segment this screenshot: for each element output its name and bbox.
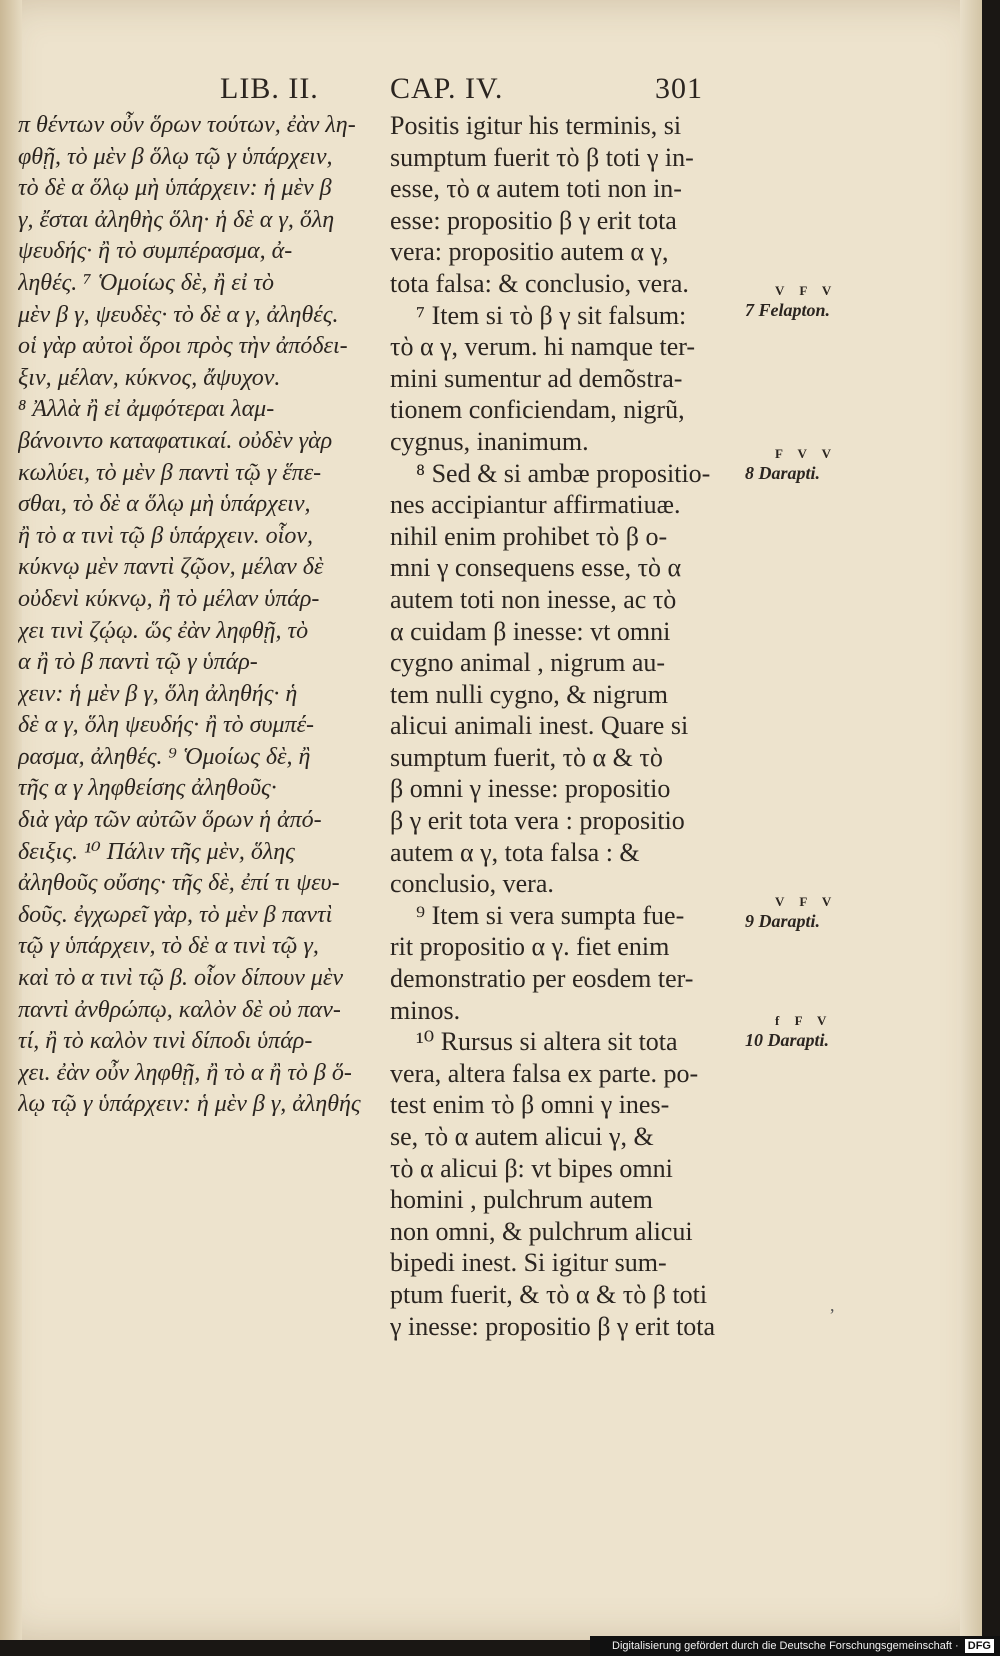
latin-text-line: Positis igitur his terminis, si	[390, 111, 682, 140]
latin-text-line: non omni, & pulchrum alicui	[390, 1216, 693, 1246]
latin-text-line: cygno animal , nigrum au-	[390, 648, 666, 678]
greek-text-line: διὰ γὰρ τῶν αὐτῶν ὅρων ἡ ἀπό-	[18, 807, 322, 834]
greek-text-line: ρασμα, ἀληθές. ⁹ Ὁμοίως δὲ, ἢ	[18, 743, 311, 770]
latin-text-line: demonstratio per eosdem ter-	[390, 964, 694, 994]
page-number: 301	[655, 72, 703, 105]
ink-speck: ,	[830, 1295, 835, 1315]
truth-value-mark: V F V	[775, 894, 838, 909]
greek-text-line: σθαι, τὸ δὲ α ὅλῳ μὴ ὑπάρχειν,	[18, 491, 311, 518]
latin-text-line: β γ erit tota vera : propositio	[390, 806, 685, 836]
latin-text-line: nes accipiantur affirmatiuæ.	[390, 490, 681, 520]
dfg-logo: DFG	[965, 1639, 994, 1653]
latin-text-line: bipedi inest. Si igitur sum-	[390, 1248, 667, 1278]
latin-text-line: autem toti non inesse, ac τὸ	[390, 584, 677, 614]
syllogism-name: 9 Darapti.	[745, 911, 821, 931]
book-label: LIB. II.	[220, 72, 319, 105]
latin-text-line: autem α γ, tota falsa : &	[390, 837, 640, 867]
truth-value-mark: f F V	[775, 1013, 833, 1028]
truth-value-mark: F V V	[775, 446, 838, 461]
latin-text-line: γ inesse: propositio β γ erit tota	[390, 1311, 716, 1341]
footer-text: Digitalisierung gefördert durch die Deutsche Forschungsgemeinschaft ·	[612, 1640, 959, 1652]
latin-text-line: mni γ consequens esse, τὸ α	[390, 553, 682, 583]
margin-note-darapti-8	[745, 445, 837, 484]
greek-text-line: ⁸ Ἀλλὰ ἢ εἰ ἀμφότεραι λαμ-	[18, 396, 275, 423]
greek-text-line: τί, ἢ τὸ καλὸν τινὶ δίποδι ὑπάρ-	[18, 1028, 313, 1055]
digitization-footer	[590, 1636, 1000, 1656]
greek-text-line: ληθές. ⁷ Ὁμοίως δὲ, ἢ εἰ τὸ	[18, 269, 274, 296]
latin-text-line: β omni γ inesse: propositio	[390, 774, 671, 804]
greek-text-line: α ἢ τὸ β παντὶ τῷ γ ὑπάρ-	[18, 649, 258, 676]
greek-text-line: οὐδενὶ κύκνῳ, ἢ τὸ μέλαν ὑπάρ-	[18, 585, 320, 612]
greek-text-line: π θέντων οὖν ὅρων τούτων, ἐὰν λη-	[18, 112, 356, 138]
latin-text-line: esse, τὸ α autem toti non in-	[390, 174, 682, 204]
latin-text-line: sumptum fuerit τὸ β toti γ in-	[390, 142, 694, 172]
greek-text-line: κωλύει, τὸ μὲν β παντὶ τῷ γ ἕπε-	[18, 459, 322, 486]
latin-text-line: se, τὸ α autem alicui γ, &	[390, 1122, 654, 1151]
greek-text-line: λῳ τῷ γ ὑπάρχειν: ἡ μὲν β γ, ἀληθής	[18, 1091, 361, 1118]
page-edge	[960, 0, 982, 1640]
greek-text-line: κύκνῳ μὲν παντὶ ζῷον, μέλαν δὲ	[18, 554, 324, 581]
greek-text-line: καὶ τὸ α τινὶ τῷ β. οἷον δίπουν μὲν	[18, 965, 344, 992]
greek-text-column	[18, 110, 378, 1121]
latin-text-line: α cuidam β inesse: vt omni	[390, 616, 671, 646]
latin-text-line: cygnus, inanimum.	[390, 426, 589, 456]
truth-value-mark: V F V	[775, 283, 838, 298]
latin-text-line: vera: propositio autem α γ,	[390, 237, 669, 267]
greek-text-line: ψευδής· ἢ τὸ συμπέρασμα, ἀ-	[18, 238, 293, 265]
latin-text-line: minos.	[390, 995, 461, 1025]
latin-text-line: mini sumentur ad demõstra-	[390, 363, 683, 393]
latin-text-line: ¹⁰ Rursus si altera sit tota	[416, 1027, 678, 1057]
latin-text-line: alicui animali inest. Quare si	[390, 711, 689, 741]
greek-text-line: χει. ἐὰν οὖν ληφθῇ, ἢ τὸ α ἢ τὸ β ὅ-	[18, 1059, 352, 1086]
greek-text-line: οἱ γὰρ αὐτοὶ ὅροι πρὸς τὴν ἀπόδει-	[18, 333, 348, 360]
latin-text-line: nihil enim prohibet τὸ β o-	[390, 521, 668, 551]
latin-text-line: tionem conficiendam, nigrũ,	[390, 395, 685, 425]
latin-text-line: homini , pulchrum autem	[390, 1185, 653, 1215]
greek-text-line: γ, ἔσται ἀληθὴς ὅλη· ἡ δὲ α γ, ὅλη	[18, 206, 335, 233]
greek-text-line: βάνοιντο καταφατικαί. οὐδὲν γὰρ	[18, 427, 333, 454]
latin-text-line: rit propositio α γ. fiet enim	[390, 932, 670, 962]
latin-text-line: test enim τὸ β omni γ ines-	[390, 1090, 670, 1120]
chapter-label: CAP. IV.	[390, 72, 504, 105]
margin-note-felapton	[745, 282, 837, 321]
greek-text-line: τὸ δὲ α ὅλῳ μὴ ὑπάρχειν: ἡ μὲν β	[18, 175, 332, 202]
latin-text-line: τὸ α γ, verum. hi namque ter-	[390, 332, 696, 362]
greek-text-line: ἀληθοῦς οὔσης· τῆς δὲ, ἐπί τι ψευ-	[18, 870, 340, 897]
latin-text-line: ⁹ Item si vera sumpta fue-	[416, 900, 685, 930]
greek-text-line: μὲν β γ, ψευδὲς· τὸ δὲ α γ, ἀληθές.	[18, 301, 339, 328]
latin-text-line: tem nulli cygno, & nigrum	[390, 679, 669, 709]
syllogism-name: 7 Felapton.	[745, 300, 831, 320]
greek-text-line: χει τινὶ ζῴῳ. ὥς ἐὰν ληφθῇ, τὸ	[18, 617, 309, 644]
syllogism-name: 10 Darapti.	[745, 1030, 830, 1050]
latin-text-line: tota falsa: & conclusio, vera.	[390, 268, 689, 298]
latin-text-line: ⁷ Item si τὸ β γ sit falsum:	[416, 300, 687, 330]
latin-text-line: vera, altera falsa ex parte. po-	[390, 1058, 699, 1088]
greek-text-line: χειν: ἡ μὲν β γ, ὅλη ἀληθής· ἡ	[18, 680, 298, 707]
greek-text-line: ἢ τὸ α τινὶ τῷ β ὑπάρχειν. οἷον,	[18, 522, 313, 549]
greek-text-line: δὲ α γ, ὅλη ψευδής· ἢ τὸ συμπέ-	[18, 712, 315, 739]
latin-text-line: esse: propositio β γ erit tota	[390, 205, 677, 235]
margin-note-darapti-9	[745, 893, 837, 932]
running-head	[220, 72, 730, 112]
latin-text-line: ⁸ Sed & si ambæ propositio-	[416, 458, 711, 488]
greek-text-line: παντὶ ἀνθρώπῳ, καλὸν δὲ οὐ παν-	[18, 996, 341, 1023]
greek-text-line: φθῇ, τὸ μὲν β ὅλῳ τῷ γ ὑπάρχειν,	[18, 143, 333, 170]
greek-text-line: δοῦς. ἐγχωρεῖ γὰρ, τὸ μὲν β παντὶ	[18, 901, 333, 928]
greek-text-line: ξιν, μέλαν, κύκνος, ἄψυχον.	[18, 364, 281, 391]
latin-text-line: sumptum fuerit, τὸ α & τὸ	[390, 742, 663, 772]
latin-text-line: ptum fuerit, & τὸ α & τὸ β toti	[390, 1279, 708, 1309]
margin-note-darapti-10	[745, 1012, 832, 1051]
greek-text-line: τῷ γ ὑπάρχειν, τὸ δὲ α τινὶ τῷ γ,	[18, 933, 319, 960]
greek-text-line: τῆς α γ ληφθείσης ἀληθοῦς·	[18, 775, 277, 802]
latin-text-column	[390, 110, 730, 1342]
latin-text-line: τὸ α alicui β: vt bipes omni	[390, 1153, 673, 1183]
syllogism-name: 8 Darapti.	[745, 463, 821, 483]
greek-text-line: δειξις. ¹⁰ Πάλιν τῆς μὲν, ὅλης	[18, 838, 295, 865]
latin-text-line: conclusio, vera.	[390, 869, 554, 899]
